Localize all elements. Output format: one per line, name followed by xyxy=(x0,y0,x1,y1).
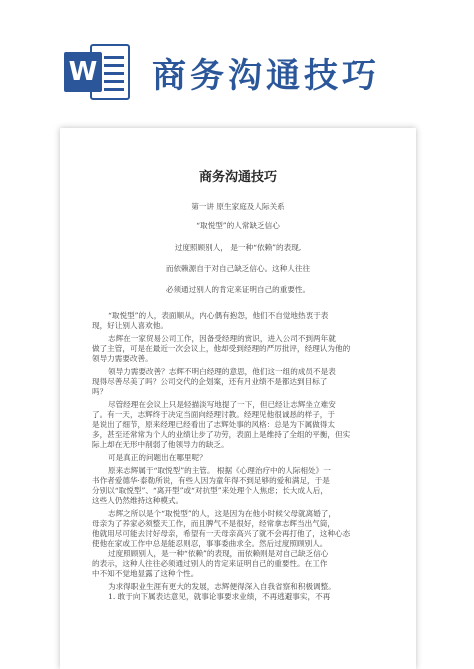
lecture-heading: 第一讲 原生家庭及人际关系 xyxy=(191,202,285,211)
intro-line: 必须通过别人的肯定来证明自己的重要性。 xyxy=(165,285,311,294)
body-paragraph: 领导力需要改善？志辉不明白经理的意思，他们这一组的成员不是表 现得尽善尽美了吗？公司交代的企划案，还有月业绩不是都达到目标了 吗？ xyxy=(92,367,336,396)
document-title: 商务沟通技巧 xyxy=(198,170,277,185)
intro-line: 而依赖源自于对自己缺乏信心。这种人往往 xyxy=(165,264,311,273)
body-paragraph: 尽管经理在会议上只是轻描淡写地提了一下，但已经让志辉坐立难安 了。有一天，志辉终于决定当面向经理讨教。经理见他很诚恳的样子，于 是说出了细节，原来经理已经看出了志辉处事的风格：总是为下属做得太 多，甚至还常常为个人的业绩让步了功劳，表面上是维持了全组的平衡，但实 际上却在无形中削弱了他领导力的缺乏。 xyxy=(92,400,351,449)
sub-heading: “取悦型”的人常缺乏信心 xyxy=(196,221,280,230)
body-paragraph: 原来志辉属于“取悦型”的主管。 根据《心理治疗中的人际相处》一 书作者爱德华·泰勒所说，有些人因为童年得不到足够的爱和满足，于是 分别以“取悦型”、“离开型”或“对抗型”来处理个人焦虑；长大成人后， 这些人仍然维持这种模式。 xyxy=(92,466,331,505)
body-paragraph: 志辉之所以是个“取悦型”的人，这是因为在他小时候父母就离婚了， 母亲为了养家必须整天工作，而且脾气不是很好，经常拿志辉当出气筒， 他就用尽可能去讨好母亲，希望有一天母亲高兴了就不会再打他了，这种心态 使他在家或工作中总是能忍则忍，事事委曲求全。然后过度照顾别人。 过度照顾别人，是一种“依赖”的表现，而依赖则是对自己缺乏信心 的表示，这种人往往必须通过别人的肯定来证明自己的重要性。在工作 中不知不觉地显露了这种个性。 xyxy=(92,509,351,578)
word-letter: W xyxy=(64,52,102,92)
intro-line: 过度照顾别人， 是一种“依赖”的表现, xyxy=(174,243,302,252)
document-page xyxy=(60,128,416,669)
word-logo-icon xyxy=(64,44,132,100)
document-banner xyxy=(0,0,474,130)
body-paragraph: “取悦型”的人，表面顺从，内心偶有抱怨，他们不自觉地热衷于表 现，好让别人喜欢他。 xyxy=(92,311,329,330)
body-paragraph: 可是真正的问题出在哪里呢？ xyxy=(108,453,207,462)
banner-title: 商务沟通技巧 xyxy=(152,56,380,96)
body-paragraph: 为求得职业生涯有更大的发展，志辉便得深入自我省察和积极调整。 1. 敢于向下属表达意见，就事论事要求业绩，不再逃避事实，不再 xyxy=(108,582,336,601)
body-paragraph: 志辉在一家贸易公司工作，因备受经理的赏识，进入公司不到两年就 做了主管，可是在最近一次会议上，他却受到经理的严厉批评，经理认为他的 领导力需要改善。 xyxy=(92,334,351,363)
